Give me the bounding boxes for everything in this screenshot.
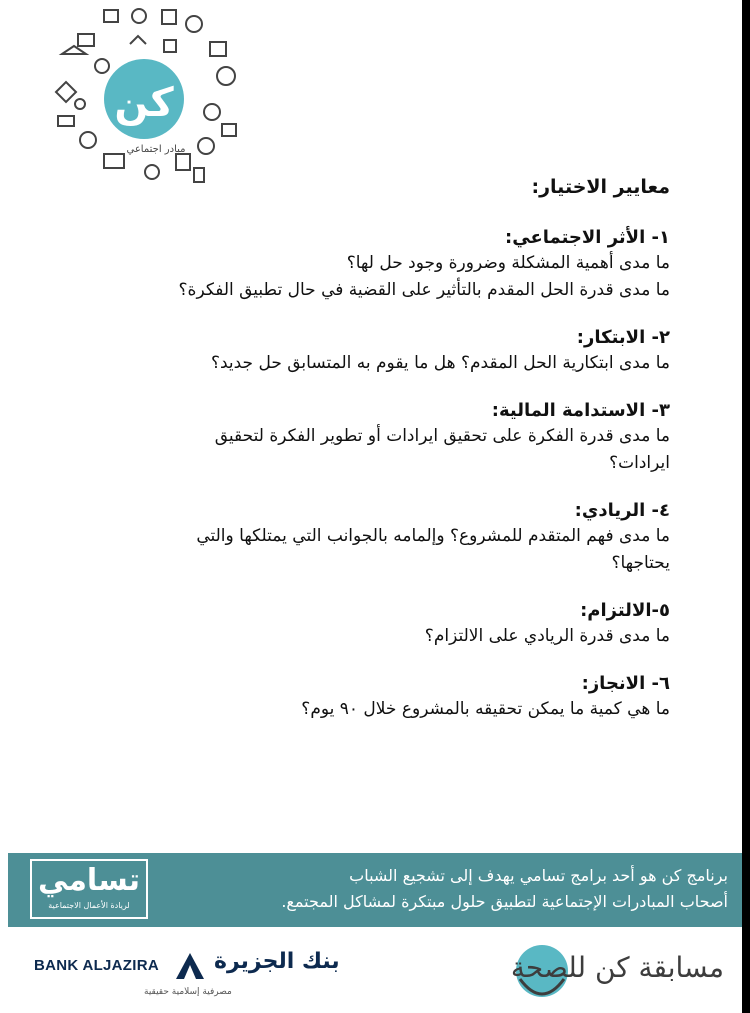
sponsors-footer (8, 927, 742, 1013)
pie-chart-icon (186, 16, 202, 32)
criteria-section (60, 399, 670, 477)
section-title: ٥-الالتزام: (580, 600, 670, 621)
triangle-icon (62, 46, 86, 54)
section-line: ما مدى أهمية المشكلة وضرورة وجود حل لها؟ (346, 253, 670, 273)
section-line: ما مدى ابتكارية الحل المقدم؟ هل ما يقوم به المتسابق حل جديد؟ (210, 353, 670, 373)
tasami-banner (8, 853, 742, 927)
section-line: يحتاجها؟ (611, 553, 670, 573)
book-icon (78, 34, 94, 46)
criteria-section (60, 599, 670, 650)
banner-line: برنامج كن هو أحد برامج تسامي يهدف إلى تشجيع الشباب (349, 866, 728, 885)
criteria-section (60, 326, 670, 377)
kun-logo-text: كن (114, 80, 174, 126)
kun-logo-sub: مبادر اجتماعي (126, 144, 186, 155)
criteria-content (60, 176, 670, 745)
criteria-section (60, 226, 670, 304)
tasami-logo (30, 859, 148, 919)
section-line: ما مدى قدرة الحل المقدم بالتأثير على القضية في حال تطبيق الفكرة؟ (178, 280, 670, 300)
bank-name-en: BANK ALJAZIRA (34, 957, 160, 974)
section-title: ٣- الاستدامة المالية: (491, 400, 670, 421)
bank-tagline: مصرفية إسلامية حقيقية (144, 987, 232, 997)
banner-line: أصحاب المبادرات الإجتماعية لتطبيق حلول مبتكرة لمشاكل المجتمع. (281, 892, 728, 911)
kun-logo-cluster (44, 4, 244, 194)
section-title: ٢- الابتكار: (576, 327, 670, 348)
criteria-section (60, 672, 670, 723)
bank-aljazira-logo (34, 949, 364, 1009)
criteria-heading: معايير الاختيار: (531, 176, 670, 198)
search-icon (95, 59, 109, 73)
handshake-icon (58, 116, 74, 126)
section-line: ما مدى فهم المتقدم للمشروع؟ وإلمامه بالجوانب التي يمتلكها والتي (196, 526, 670, 546)
section-title: ٤- الريادي: (574, 500, 670, 521)
bars-icon (104, 154, 124, 168)
dot-icon (75, 99, 85, 109)
section-line: ما مدى قدرة الفكرة على تحقيق ايرادات أو تطوير الفكرة لتحقيق (214, 426, 670, 446)
section-title: ٦- الانجاز: (581, 673, 670, 694)
gear-icon (210, 42, 226, 56)
target-icon (164, 40, 176, 52)
icon-cloud-graphic (44, 4, 244, 194)
network-icon (80, 132, 96, 148)
folder-icon (104, 10, 118, 22)
lightbulb-icon (132, 9, 146, 23)
contest-name: مسابقة كن للصحة (510, 951, 724, 984)
bank-emblem-icon (172, 949, 208, 985)
section-line: ما هي كمية ما يمكن تحقيقه بالمشروع خلال ٩٠ يوم؟ (301, 699, 670, 719)
tasami-logo-subtitle: لريادة الأعمال الاجتماعية (48, 901, 130, 910)
criteria-section (60, 499, 670, 577)
brain-icon (198, 138, 214, 154)
right-border (742, 0, 750, 1013)
cog-icon (217, 67, 235, 85)
bank-name-ar: بنك الجزيرة (214, 949, 340, 974)
section-line: ما مدى قدرة الريادي على الالتزام؟ (424, 626, 670, 646)
cup-icon (162, 10, 176, 24)
figure-icon (176, 154, 190, 170)
document-icon (222, 124, 236, 136)
section-line: ايرادات؟ (609, 453, 670, 473)
section-title: ١- الأثر الاجتماعي: (505, 227, 670, 248)
tasami-logo-text: تسامي (38, 863, 140, 898)
clock-icon (204, 104, 220, 120)
arrow-icon (130, 36, 146, 44)
pyramid-icon (56, 82, 76, 102)
banner-description (168, 863, 728, 915)
contest-logo (424, 935, 724, 1005)
